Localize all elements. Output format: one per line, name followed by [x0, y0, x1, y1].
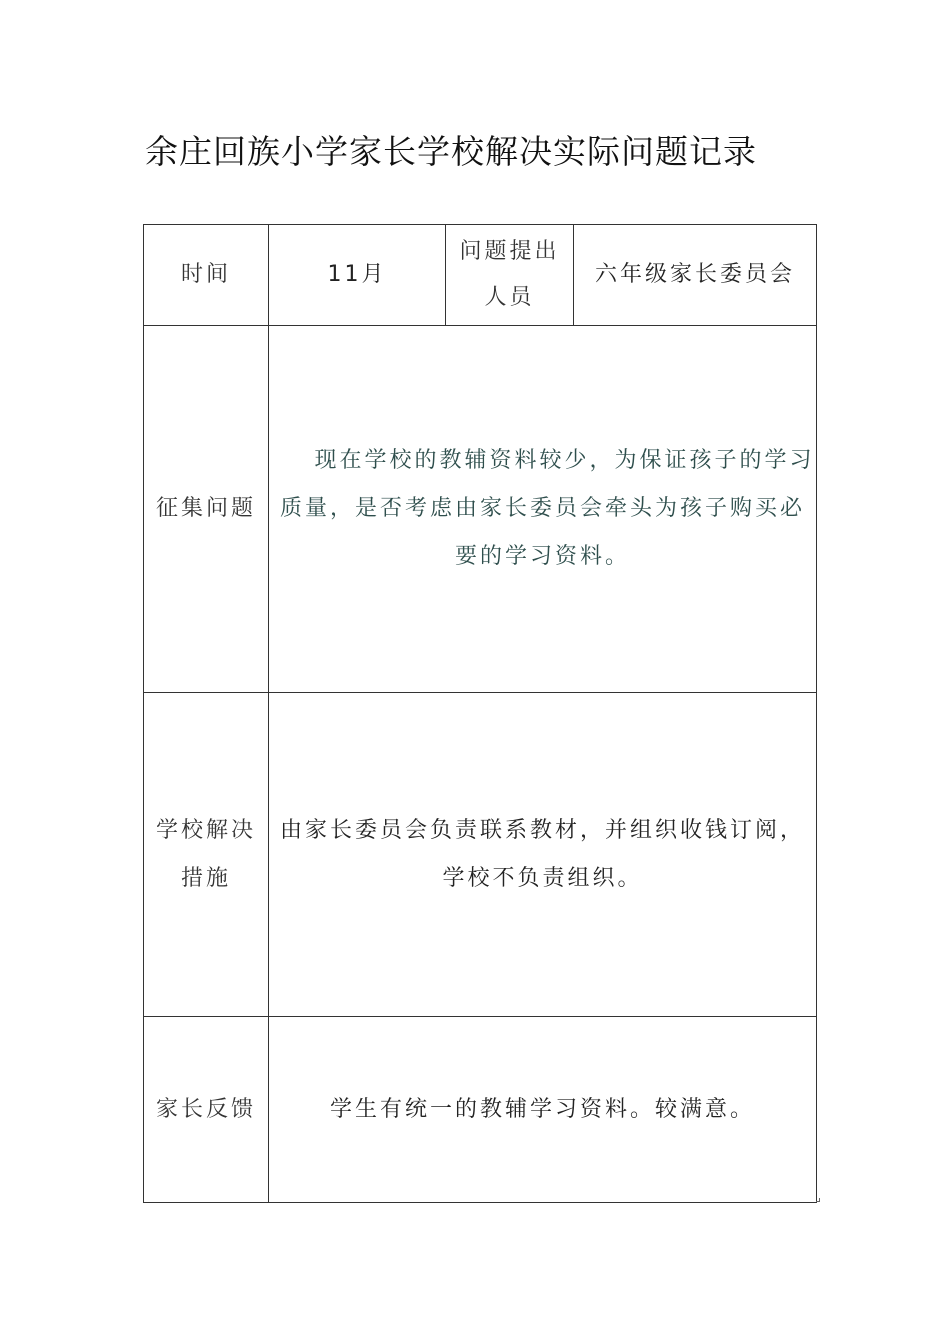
- submitter-label: [446, 225, 574, 326]
- feedback-label: 家长反馈: [144, 1017, 269, 1203]
- feedback-row: [144, 1017, 817, 1203]
- solution-text: [269, 693, 817, 1017]
- time-value: 11月: [269, 225, 446, 326]
- submitter-label-line1: 问题提出: [459, 239, 560, 264]
- corner-mark: [816, 1198, 820, 1202]
- time-label: 时间: [144, 225, 269, 326]
- solution-text-line2: 学校不负责组织。: [442, 865, 643, 891]
- solution-row: [144, 693, 817, 1017]
- problem-text: 现在学校的教辅资料较少，为保证孩子的学习质量，是否考虑由家长委员会牵头为孩子购买必要的学习资料。: [269, 326, 817, 693]
- page-title: 余庄回族小学家长学校解决实际问题记录: [145, 132, 757, 171]
- solution-text-line1: 由家长委员会负责联系教材，并组织收钱订阅，: [279, 817, 805, 843]
- solution-label-line1: 学校解决: [155, 817, 256, 843]
- header-row: [144, 225, 817, 326]
- solution-label-line2: 措施: [180, 865, 231, 891]
- feedback-text: 学生有统一的教辅学习资料。较满意。: [269, 1017, 817, 1203]
- problem-label: 征集问题: [144, 326, 269, 693]
- submitter-value: 六年级家长委员会: [574, 225, 817, 326]
- submitter-label-line2: 人员: [484, 285, 535, 310]
- record-table: [143, 224, 817, 1203]
- solution-label: [144, 693, 269, 1017]
- problem-row: [144, 326, 817, 693]
